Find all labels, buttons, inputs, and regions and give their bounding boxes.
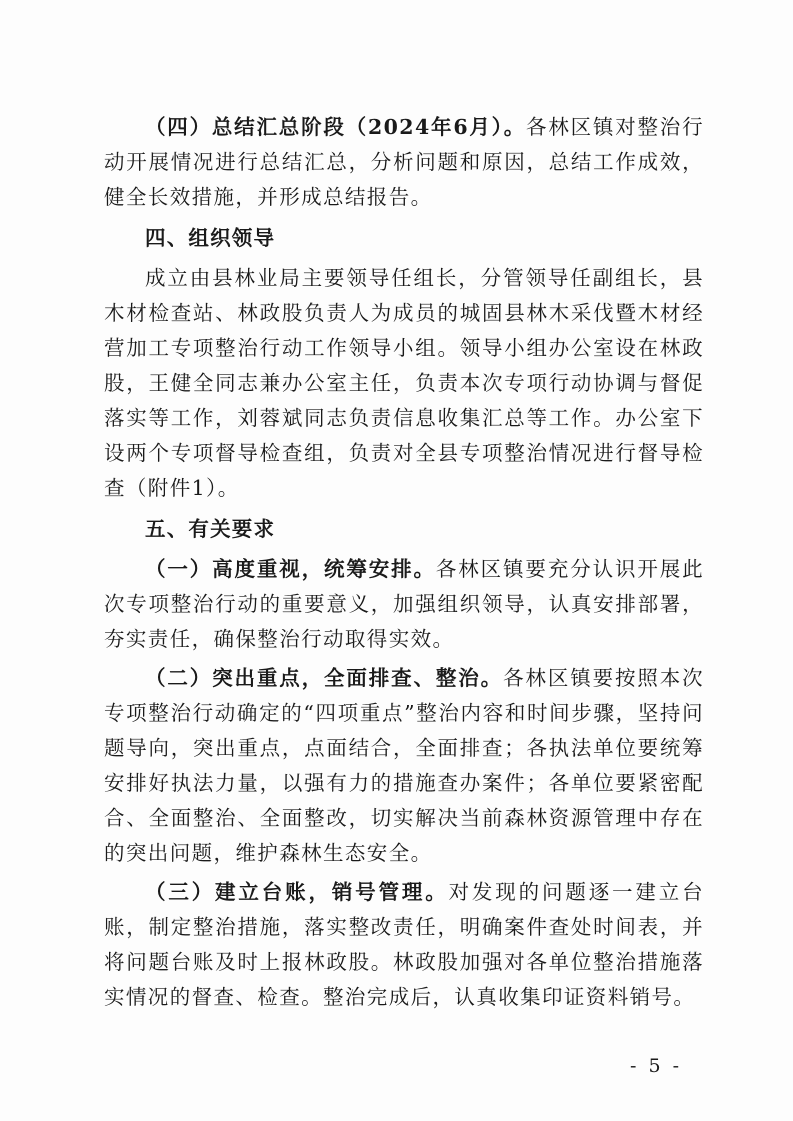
paragraph-lead: （四）总结汇总阶段（2024年6月）。 bbox=[145, 115, 527, 139]
document-body bbox=[104, 110, 704, 1015]
paragraph-lead: （三）建立台账，销号管理。 bbox=[145, 880, 449, 904]
paragraph-requirement-2 bbox=[104, 661, 704, 871]
paragraph-requirement-3 bbox=[104, 875, 704, 1015]
paragraph-lead: （一）高度重视，统筹安排。 bbox=[145, 557, 436, 581]
paragraph-requirement-1 bbox=[104, 552, 704, 657]
paragraph-body: 对发现的问题逐一建立台账，制定整治措施，落实整改责任，明确案件查处时间表，并将问题台账及时上报林政股。林政股加强对各单位整治措施落实情况的督查、检查。整治完成后，认真收集印证资料销号。 bbox=[104, 880, 704, 1009]
page-number: - 5 - bbox=[630, 1055, 683, 1077]
paragraph-lead: （二）突出重点，全面排查、整治。 bbox=[145, 666, 504, 690]
paragraph-organization: 成立由县林业局主要领导任组长，分管领导任副组长，县木材检查站、林政股负责人为成员的城固县林木采伐暨木材经营加工专项整治行动工作领导小组。领导小组办公室设在林政股，王健全同志兼办公室主任，负责本次专项行动协调与督促落实等工作，刘蓉斌同志负责信息收集汇总等工作。办公室下设两个专项督导检查组，负责对全县专项整治情况进行督导检查（附件1）。 bbox=[104, 266, 704, 500]
paragraph-body: 各林区镇要充分认识开展此次专项整治行动的重要意义，加强组织领导，认真安排部署，夯实责任，确保整治行动取得实效。 bbox=[104, 557, 704, 651]
paragraph-body: 各林区镇对整治行动开展情况进行总结汇总，分析问题和原因，总结工作成效，健全长效措施，并形成总结报告。 bbox=[104, 115, 705, 209]
section-heading-requirements: 五、有关要求 bbox=[145, 517, 276, 541]
paragraph-body: 各林区镇要按照本次专项整治行动确定的“四项重点”整治内容和时间步骤，坚持问题导向，突出重点，点面结合，全面排查；各执法单位要统筹安排好执法力量，以强有力的措施查办案件；各单位要紧密配合、全面整治、全面整改，切实解决当前森林资源管理中存在的突出问题，维护森林生态安全。 bbox=[104, 666, 704, 865]
section-heading-organization: 四、组织领导 bbox=[145, 226, 276, 250]
paragraph-summary-stage bbox=[104, 110, 704, 215]
